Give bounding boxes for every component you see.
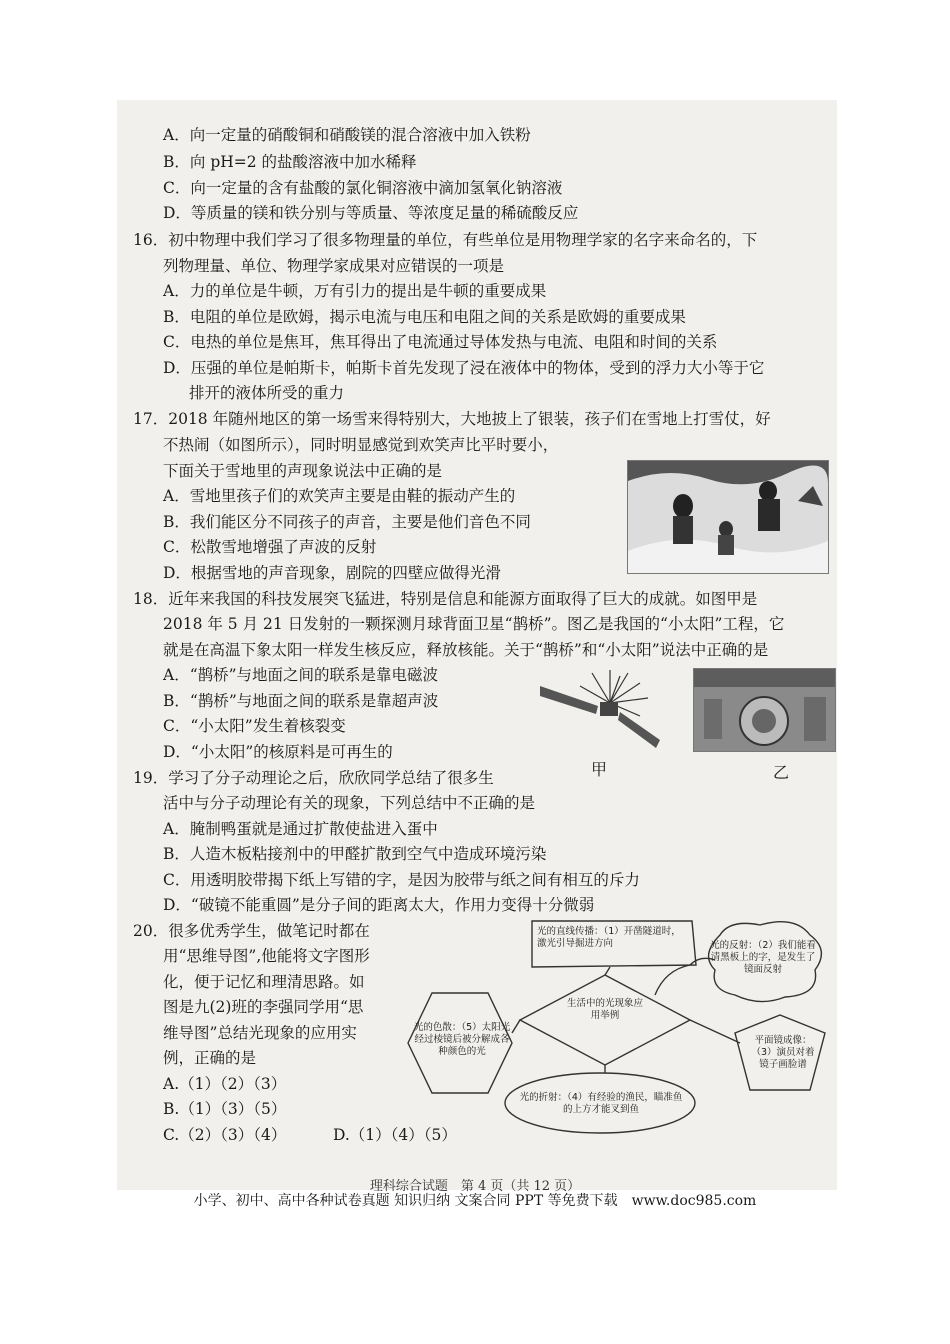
q20-stem-5: 维导图”总结光现象的应用实 bbox=[163, 1024, 357, 1042]
q20-option-d: D.（1）（4）（5） bbox=[333, 1126, 457, 1144]
mindmap-node-4: 光的折射：（4）有经验的渔民，瞄准鱼的上方才能叉到鱼 bbox=[519, 1092, 683, 1115]
mindmap-center: 生活中的光现象应用举例 bbox=[566, 998, 643, 1021]
q17-stem: 17．2018 年随州地区的第一场雪来得特别大，大地披上了银装，孩子们在雪地上打雪仗，好 bbox=[133, 410, 771, 428]
mindmap-node-2: 光的反射：（2）我们能看清黑板上的字，是发生了镜面反射 bbox=[710, 940, 816, 975]
q18-stem-cont2: 就是在高温下象太阳一样发生核反应，释放核能。关于“鹊桥”和“小太阳”说法中正确的是 bbox=[163, 641, 769, 659]
mindmap-node-5: 光的色散：（5）太阳光经过棱镜后被分解成各种颜色的光 bbox=[413, 1022, 511, 1057]
q20-stem-3: 化，便于记忆和理清思路。如 bbox=[163, 973, 365, 991]
q18-option-b: B．“鹊桥”与地面之间的联系是靠超声波 bbox=[163, 692, 439, 710]
q19-stem-cont: 活中与分子动理论有关的现象，下列总结中不正确的是 bbox=[163, 794, 536, 812]
snow-photo bbox=[627, 460, 829, 574]
q20-option-c: C.（2）（3）（4） bbox=[163, 1126, 287, 1144]
q17-option-b: B．我们能区分不同孩子的声音，主要是他们音色不同 bbox=[163, 513, 531, 531]
q16-stem: 16．初中物理中我们学习了很多物理量的单位，有些单位是用物理学家的名字来命名的，下 bbox=[133, 231, 758, 249]
connector-left bbox=[512, 1020, 520, 1033]
q16-option-a: A．力的单位是牛顿，万有引力的提出是牛顿的重要成果 bbox=[163, 282, 547, 300]
q17-option-a: A．雪地里孩子们的欢笑声主要是由鞋的振动产生的 bbox=[163, 487, 516, 505]
page-number-footer: 理科综合试题 第 4 页（共 12 页） bbox=[369, 1179, 581, 1194]
q18-option-d: D．“小太阳”的核原料是可再生的 bbox=[163, 743, 393, 761]
q16-option-b: B．电阻的单位是欧姆，揭示电流与电压和电阻之间的关系是欧姆的重要成果 bbox=[163, 308, 686, 326]
q16-option-d-cont: 排开的液体所受的重力 bbox=[189, 384, 345, 402]
q15-option-c: C．向一定量的含有盐酸的氯化铜溶液中滴加氢氧化钠溶液 bbox=[163, 179, 563, 197]
q20-option-b: B.（1）（3）（5） bbox=[163, 1100, 287, 1118]
mindmap-node-3: 平面镜成像：（3）演员对着镜子画脸谱 bbox=[751, 1035, 815, 1070]
q18-stem: 18．近年来我国的科技发展突飞猛进，特别是信息和能源方面取得了巨大的成就。如图甲是 bbox=[133, 590, 758, 608]
q17-stem-cont: 不热闹（如图所示），同时明显感觉到欢笑声比平时要小， bbox=[163, 436, 559, 454]
q17-stem-cont2: 下面关于雪地里的声现象说法中正确的是 bbox=[163, 462, 443, 480]
q20-stem-4: 图是九(2)班的李强同学用“思 bbox=[163, 998, 364, 1016]
q18-option-a: A．“鹊桥”与地面之间的联系是靠电磁波 bbox=[163, 666, 439, 684]
connector-right-curve bbox=[655, 958, 715, 995]
q16-stem-cont: 列物理量、单位、物理学家成果对应错误的一项是 bbox=[163, 257, 505, 275]
connector-right bbox=[690, 1020, 740, 1043]
q19-option-b: B．人造木板粘接剂中的甲醛扩散到空气中造成环境污染 bbox=[163, 845, 547, 863]
q19-option-c: C．用透明胶带揭下纸上写错的字，是因为胶带与纸之间有相互的斥力 bbox=[163, 871, 640, 889]
q16-option-d: D．压强的单位是帕斯卡，帕斯卡首先发现了浸在液体中的物体，受到的浮力大小等于它 bbox=[163, 359, 765, 377]
q18-option-c: C．“小太阳”发生着核裂变 bbox=[163, 717, 346, 735]
q19-stem: 19．学习了分子动理论之后，欣欣同学总结了很多生 bbox=[133, 769, 494, 787]
q17-option-d: D．根据雪地的声音现象，剧院的四壁应做得光滑 bbox=[163, 564, 501, 582]
q20-stem-6: 例，正确的是 bbox=[163, 1049, 257, 1067]
satellite-image bbox=[540, 668, 660, 750]
q15-option-b: B．向 pH=2 的盐酸溶液中加水稀释 bbox=[163, 153, 417, 171]
q16-option-c: C．电热的单位是焦耳，焦耳得出了电流通过导体发热与电流、电阻和时间的关系 bbox=[163, 333, 718, 351]
q20-stem-2: 用“思维导图”,他能将文字图形 bbox=[163, 947, 370, 965]
q19-option-d: D．“破镜不能重圆”是分子间的距离太大，作用力变得十分微弱 bbox=[163, 896, 595, 914]
download-watermark-footer: 小学、初中、高中各种试卷真题 知识归纳 文案合同 PPT 等免费下载 www.doc985.com bbox=[193, 1193, 757, 1209]
mindmap-node-1: 光的直线传播：（1）开凿隧道时，激光引导掘进方向 bbox=[537, 926, 681, 949]
connector-top bbox=[605, 967, 610, 975]
caption-jia: 甲 bbox=[591, 760, 608, 779]
small-sun-photo bbox=[693, 668, 836, 752]
q15-option-d: D．等质量的镁和铁分别与等质量、等浓度足量的稀硫酸反应 bbox=[163, 204, 579, 222]
q20-option-a: A.（1）（2）（3） bbox=[163, 1075, 287, 1093]
q19-option-a: A．腌制鸭蛋就是通过扩散使盐进入蛋中 bbox=[163, 820, 438, 838]
q17-option-c: C．松散雪地增强了声波的反射 bbox=[163, 538, 377, 556]
q15-option-a: A．向一定量的硝酸铜和硝酸镁的混合溶液中加入铁粉 bbox=[163, 126, 531, 144]
q20-stem: 20．很多优秀学生，做笔记时都在 bbox=[133, 922, 370, 940]
caption-yi: 乙 bbox=[773, 763, 790, 782]
q18-stem-cont: 2018 年 5 月 21 日发射的一颗探测月球背面卫星“鹊桥”。图乙是我国的“小太阳”工程，它 bbox=[163, 615, 785, 633]
